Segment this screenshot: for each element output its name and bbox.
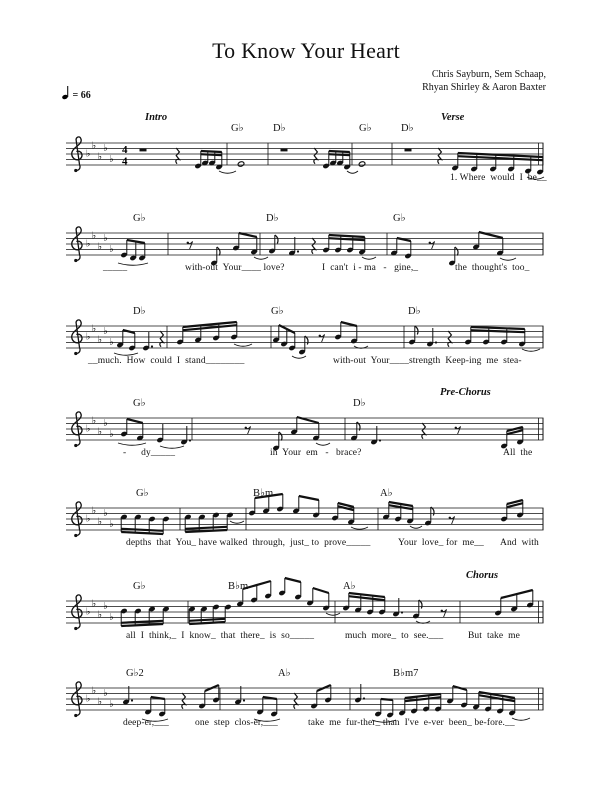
staff-system-3 bbox=[66, 320, 544, 358]
key-signature-flat-icon: ♭ bbox=[91, 685, 97, 697]
key-signature-flat-icon: ♭ bbox=[109, 519, 114, 531]
chord-symbol: D♭ bbox=[408, 305, 421, 317]
lyric-line: - dy_____ bbox=[123, 447, 176, 458]
key-signature-flat-icon: ♭ bbox=[86, 331, 91, 343]
composer-line-1: Chris Sayburn, Sem Schaap, bbox=[431, 69, 546, 80]
time-signature-denominator: 4 bbox=[122, 155, 128, 168]
key-signature-flat-icon: ♭ bbox=[86, 423, 91, 435]
key-signature-flat-icon: ♭ bbox=[109, 429, 114, 441]
chord-symbol: G♭ bbox=[393, 212, 406, 224]
lyric-line: much more_ to see.___ bbox=[345, 630, 444, 641]
chord-symbol: B♭m bbox=[253, 487, 274, 499]
chord-symbol: G♭ bbox=[133, 212, 146, 224]
staff-system-4 bbox=[66, 412, 544, 451]
chord-symbol: A♭ bbox=[380, 487, 393, 499]
section-label: Verse bbox=[441, 112, 465, 123]
chord-symbol: D♭ bbox=[273, 122, 286, 134]
key-signature-flat-icon: ♭ bbox=[97, 151, 103, 163]
lyric-line: _____ bbox=[103, 262, 128, 273]
key-signature-flat-icon: ♭ bbox=[97, 241, 103, 253]
key-signature-flat-icon: ♭ bbox=[91, 415, 97, 427]
lyric-line: the thought's too_ bbox=[455, 262, 530, 273]
section-label: Intro bbox=[145, 112, 168, 123]
key-signature-flat-icon: ♭ bbox=[91, 505, 97, 517]
song-title: To Know Your Heart bbox=[212, 38, 400, 63]
key-signature-flat-icon: ♭ bbox=[97, 609, 103, 621]
key-signature-flat-icon: ♭ bbox=[103, 143, 108, 155]
key-signature-flat-icon: ♭ bbox=[103, 418, 108, 430]
key-signature-flat-icon: ♭ bbox=[103, 326, 108, 338]
chord-symbol: G♭ bbox=[133, 580, 146, 592]
key-signature-flat-icon: ♭ bbox=[97, 426, 103, 438]
chord-symbol: G♭ bbox=[133, 397, 146, 409]
key-signature-flat-icon: ♭ bbox=[86, 606, 91, 618]
key-signature-flat-icon: ♭ bbox=[103, 508, 108, 520]
key-signature-flat-icon: ♭ bbox=[91, 323, 97, 335]
chord-symbol: B♭m7 bbox=[393, 667, 419, 679]
key-signature-flat-icon: ♭ bbox=[86, 693, 91, 705]
lyric-line: 1. Where would I be__ bbox=[450, 172, 547, 183]
key-signature-flat-icon: ♭ bbox=[91, 230, 97, 242]
lyric-line: But take me bbox=[468, 630, 520, 641]
key-signature-flat-icon: ♭ bbox=[91, 598, 97, 610]
key-signature-flat-icon: ♭ bbox=[109, 612, 114, 624]
lyric-line: all I think,_ I know_ that there_ is so_____ bbox=[126, 630, 315, 641]
key-signature-flat-icon: ♭ bbox=[91, 140, 97, 152]
lyric-line: And with bbox=[500, 537, 539, 548]
lyric-line: with-out Your____ love? bbox=[185, 262, 285, 273]
chord-symbol: G♭ bbox=[271, 305, 284, 317]
chord-symbol: D♭ bbox=[401, 122, 414, 134]
key-signature-flat-icon: ♭ bbox=[103, 688, 108, 700]
time-signature-numerator: 4 bbox=[122, 144, 128, 156]
section-label: Pre-Chorus bbox=[440, 387, 491, 398]
lyric-line: take me fur-ther_ than I've e-ver been_ be-fore.__ bbox=[308, 717, 515, 728]
chord-symbol: B♭m bbox=[228, 580, 249, 592]
key-signature-flat-icon: ♭ bbox=[103, 233, 108, 245]
chord-symbol: A♭ bbox=[278, 667, 291, 679]
key-signature-flat-icon: ♭ bbox=[109, 699, 114, 711]
key-signature-flat-icon: ♭ bbox=[97, 516, 103, 528]
lyric-line: one step clos-er,___ bbox=[195, 717, 278, 728]
staff-system-5 bbox=[66, 494, 544, 537]
lyric-line: I can't i - ma - gine,_ bbox=[322, 262, 419, 273]
key-signature-flat-icon: ♭ bbox=[97, 696, 103, 708]
chord-symbol: D♭ bbox=[133, 305, 146, 317]
chord-symbol: G♭ bbox=[136, 487, 149, 499]
key-signature-flat-icon: ♭ bbox=[109, 337, 114, 349]
key-signature-flat-icon: ♭ bbox=[86, 238, 91, 250]
key-signature-flat-icon: ♭ bbox=[103, 601, 108, 613]
lyric-line: __much. How could I stand________ bbox=[88, 355, 245, 366]
staff-system-2 bbox=[66, 227, 544, 266]
chord-symbol: G♭ bbox=[231, 122, 244, 134]
chord-symbol: A♭ bbox=[343, 580, 356, 592]
lyric-line: depths that You_ have walked through, just_ to prove_____ bbox=[126, 537, 371, 548]
tempo-value: = 66 bbox=[72, 90, 91, 101]
lyric-line: with-out Your____strength Keep-ing me stea- bbox=[333, 355, 522, 366]
composer-line-2: Rhyan Shirley & Aaron Baxter bbox=[422, 81, 546, 93]
key-signature-flat-icon: ♭ bbox=[109, 244, 114, 256]
key-signature-flat-icon: ♭ bbox=[97, 334, 103, 346]
chord-symbol: G♭2 bbox=[126, 667, 144, 679]
section-label: Chorus bbox=[466, 570, 499, 581]
key-signature-flat-icon: ♭ bbox=[86, 513, 91, 525]
lyric-line: in Your em - brace? bbox=[270, 447, 362, 458]
lyric-line: deep-er,___ bbox=[123, 717, 169, 728]
chord-symbol: G♭ bbox=[359, 122, 372, 134]
key-signature-flat-icon: ♭ bbox=[86, 148, 91, 160]
chord-symbol: D♭ bbox=[266, 212, 279, 224]
lyric-line: All the bbox=[503, 447, 533, 458]
staff-system-7 bbox=[66, 682, 544, 722]
chord-symbol: D♭ bbox=[353, 397, 366, 409]
key-signature-flat-icon: ♭ bbox=[109, 154, 114, 166]
lyric-line: Your love_ for me__ bbox=[398, 537, 484, 548]
